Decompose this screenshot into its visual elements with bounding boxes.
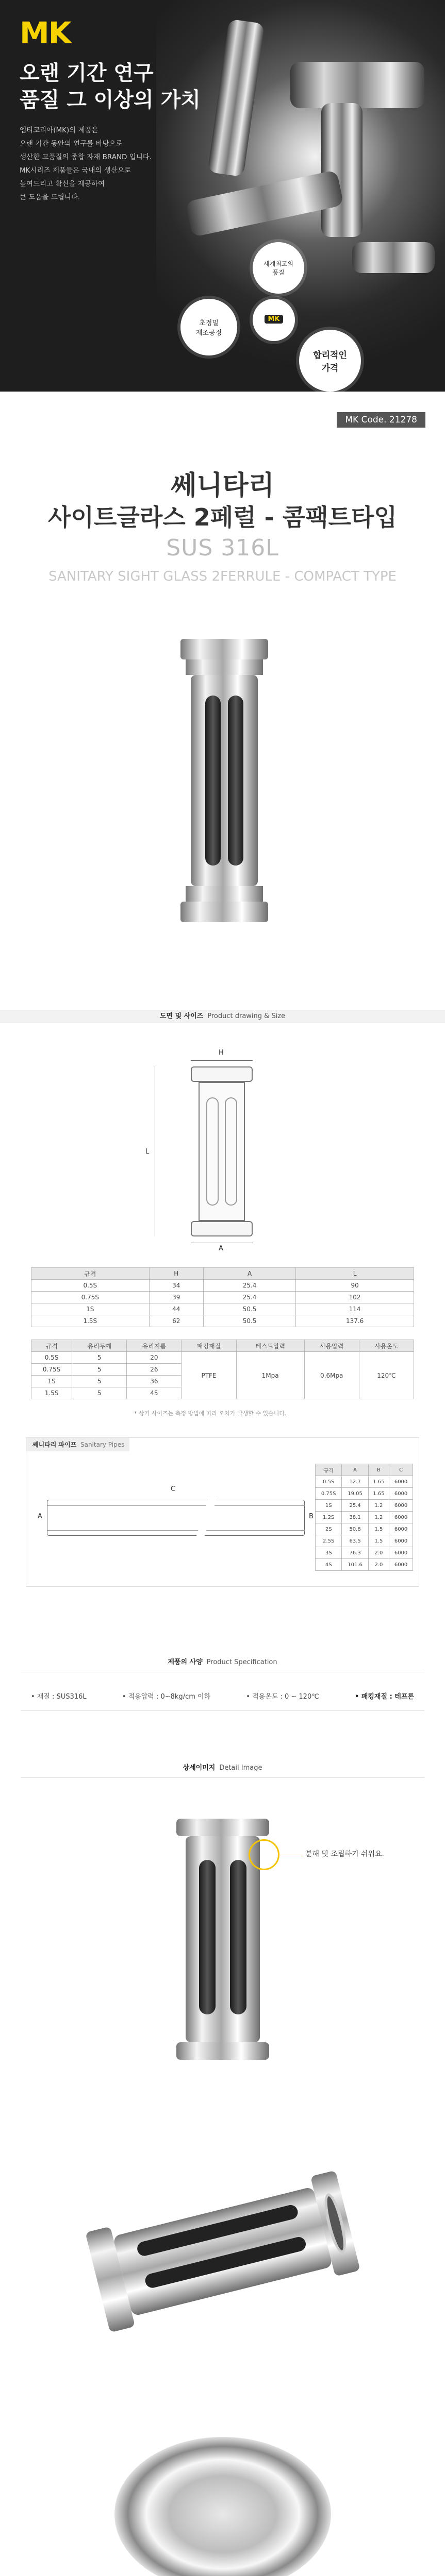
table-header: L bbox=[296, 1268, 414, 1280]
badge-price bbox=[299, 330, 361, 392]
table-cell: 25.4 bbox=[203, 1292, 295, 1303]
table-cell: 1.5 bbox=[368, 1535, 389, 1547]
table-cell: 90 bbox=[296, 1280, 414, 1292]
table-header: C bbox=[389, 1464, 413, 1476]
table-cell: 1S bbox=[31, 1303, 150, 1315]
detail-product-horizontal bbox=[85, 2170, 360, 2332]
section-title: 제품의 사양 bbox=[168, 1658, 203, 1666]
table-header: 규격 bbox=[31, 1340, 72, 1352]
section-header-drawing bbox=[0, 1010, 445, 1023]
table-cell: 0.5S bbox=[31, 1352, 72, 1364]
table-header: 규격 bbox=[31, 1268, 150, 1280]
badge-mk-logo: MK bbox=[265, 315, 283, 324]
section-subtitle: Product Specification bbox=[206, 1658, 277, 1666]
table-cell: 101.6 bbox=[342, 1559, 368, 1571]
table-cell: 1.65 bbox=[368, 1476, 389, 1488]
table-cell: 62 bbox=[149, 1315, 203, 1327]
table-cell: 6000 bbox=[389, 1476, 413, 1488]
detail-image-3 bbox=[6, 2406, 439, 2576]
table-cell: 50.5 bbox=[203, 1303, 295, 1315]
table-cell-temperature: 120℃ bbox=[359, 1352, 414, 1399]
product-title-line2: 사이트글라스 2페럴 - 콤팩트타입 bbox=[48, 503, 397, 531]
brand-logo: MK bbox=[20, 15, 71, 50]
hero-line: 큰 도움을 드립니다. bbox=[20, 193, 80, 201]
table-cell: 5 bbox=[72, 1376, 127, 1387]
table-row bbox=[31, 1303, 414, 1315]
table-row bbox=[316, 1547, 413, 1559]
table-cell: 38.1 bbox=[342, 1512, 368, 1523]
table-cell-packing: PTFE bbox=[182, 1352, 236, 1399]
table-header-row bbox=[31, 1268, 414, 1280]
technical-drawing bbox=[170, 1066, 273, 1236]
hero-line: 높여드리고 확신을 제공하여 bbox=[20, 180, 105, 188]
pipe-panel-header bbox=[26, 1438, 129, 1451]
table-cell: 34 bbox=[149, 1280, 203, 1292]
table-cell: 1S bbox=[31, 1376, 72, 1387]
table-cell-working-pressure: 0.6Mpa bbox=[304, 1352, 359, 1399]
section-subtitle: Product drawing & Size bbox=[207, 1012, 286, 1020]
section-subtitle: Detail Image bbox=[219, 1764, 262, 1772]
table-row bbox=[31, 1315, 414, 1327]
table-header: 사용온도 bbox=[359, 1340, 414, 1352]
table-row bbox=[316, 1523, 413, 1535]
table-cell: 0.75S bbox=[31, 1292, 150, 1303]
table-cell: 5 bbox=[72, 1352, 127, 1364]
table-cell: 26 bbox=[127, 1364, 182, 1376]
section-title: 도면 및 사이즈 bbox=[159, 1012, 204, 1020]
table-cell: 39 bbox=[149, 1292, 203, 1303]
product-title-en: SANITARY SIGHT GLASS 2FERRULE - COMPACT TYPE bbox=[48, 569, 397, 584]
spec-list bbox=[31, 1691, 414, 1701]
table-cell: 19.05 bbox=[342, 1488, 368, 1500]
table-cell: 3S bbox=[316, 1547, 342, 1559]
table-header: 패킹재질 bbox=[182, 1340, 236, 1352]
table-cell: 6000 bbox=[389, 1512, 413, 1523]
badge-price-line: 가격 bbox=[321, 363, 339, 374]
table-cell: 2.0 bbox=[368, 1547, 389, 1559]
table-cell: 36 bbox=[127, 1376, 182, 1387]
hero-headline-2: 품질 그 이상의 가치 bbox=[20, 88, 201, 112]
dim-label-h: H bbox=[219, 1049, 224, 1057]
table-header-row bbox=[31, 1340, 414, 1352]
table-header: H bbox=[149, 1268, 203, 1280]
pipe-dim-b: B bbox=[309, 1513, 314, 1520]
detail-image-1 bbox=[6, 1793, 439, 2081]
table-row bbox=[316, 1512, 413, 1523]
table-cell: 6000 bbox=[389, 1559, 413, 1571]
table-cell: 0.5S bbox=[31, 1280, 150, 1292]
table-cell: 6000 bbox=[389, 1535, 413, 1547]
spec-item: • 적용압력 : 0~8kg/cm 이하 bbox=[122, 1693, 211, 1701]
hero-line: 생산한 고품질의 종합 자재 BRAND 입니다. bbox=[20, 153, 152, 161]
table-cell: 76.3 bbox=[342, 1547, 368, 1559]
table-cell: 0.5S bbox=[316, 1476, 342, 1488]
pipe-drawing bbox=[47, 1500, 305, 1536]
mk-code-label: MK Code. 21278 bbox=[337, 412, 425, 428]
size-note: * 상기 사이즈는 측정 방법에 따라 오차가 발생할 수 있습니다. bbox=[134, 1410, 287, 1417]
table-row bbox=[316, 1500, 413, 1512]
table-cell: 114 bbox=[296, 1303, 414, 1315]
table-cell: 0.75S bbox=[316, 1488, 342, 1500]
spec-item: • 적용온도 : 0 ~ 120℃ bbox=[246, 1693, 319, 1701]
table-header: A bbox=[203, 1268, 295, 1280]
dim-label-l: L bbox=[145, 1148, 150, 1156]
glass-end-view bbox=[114, 2437, 331, 2576]
callout-text: 분해 및 조립하기 쉬워요. bbox=[305, 1850, 385, 1858]
table-cell: 6000 bbox=[389, 1488, 413, 1500]
table-header: 테스트압력 bbox=[236, 1340, 304, 1352]
table-cell: 1.2 bbox=[368, 1512, 389, 1523]
table-row bbox=[316, 1488, 413, 1500]
table-header: 규격 bbox=[316, 1464, 342, 1476]
table-cell: 44 bbox=[149, 1303, 203, 1315]
hero-line: 오랜 기간 동안의 연구를 바탕으로 bbox=[20, 140, 123, 148]
spec-item: • 재질 : SUS316L bbox=[31, 1693, 87, 1701]
section-header-detail bbox=[0, 1762, 445, 1775]
pipe-subtitle: Sanitary Pipes bbox=[80, 1441, 125, 1448]
dim-line-h bbox=[191, 1060, 253, 1061]
table-cell: 25.4 bbox=[203, 1280, 295, 1292]
table-row bbox=[316, 1559, 413, 1571]
dim-label-a: A bbox=[219, 1245, 223, 1252]
table-cell: 0.75S bbox=[31, 1364, 72, 1376]
table-cell: 63.5 bbox=[342, 1535, 368, 1547]
table-cell-test-pressure: 1Mpa bbox=[236, 1352, 304, 1399]
table-row bbox=[31, 1280, 414, 1292]
pipe-dim-a: A bbox=[38, 1513, 42, 1520]
table-cell: 50.8 bbox=[342, 1523, 368, 1535]
spec-item: • 패킹재질 : 테프론 bbox=[354, 1693, 414, 1701]
table-row bbox=[316, 1535, 413, 1547]
divider bbox=[21, 1710, 424, 1711]
table-cell: 12.7 bbox=[342, 1476, 368, 1488]
table-row bbox=[316, 1476, 413, 1488]
table-header: A bbox=[342, 1464, 368, 1476]
hero-headline-1: 오랜 기간 연구 bbox=[20, 61, 154, 85]
table-cell: 102 bbox=[296, 1292, 414, 1303]
callout-marker bbox=[249, 1839, 279, 1870]
hero-line: MK시리즈 제품들은 국내의 생산으로 bbox=[20, 166, 131, 175]
hero-line: 엠티코리아(MK)의 제품은 bbox=[20, 126, 98, 134]
badge-mk bbox=[253, 299, 295, 341]
table-cell: 25.4 bbox=[342, 1500, 368, 1512]
table-header: B bbox=[368, 1464, 389, 1476]
pipe-dim-c: C bbox=[171, 1485, 176, 1493]
table-cell: 4S bbox=[316, 1559, 342, 1571]
table-header: 사용압력 bbox=[304, 1340, 359, 1352]
table-cell: 6000 bbox=[389, 1500, 413, 1512]
table-cell: 1S bbox=[316, 1500, 342, 1512]
size-table bbox=[31, 1267, 414, 1327]
table-cell: 1.65 bbox=[368, 1488, 389, 1500]
pipe-panel bbox=[26, 1437, 419, 1587]
table-cell: 2.0 bbox=[368, 1559, 389, 1571]
hero-banner bbox=[0, 0, 445, 392]
table-header: 유리지름 bbox=[127, 1340, 182, 1352]
product-material: SUS 316L bbox=[166, 535, 279, 561]
pipe-title: 쎄니타리 파이프 bbox=[32, 1441, 77, 1448]
table-cell: 6000 bbox=[389, 1523, 413, 1535]
product-title-line1: 쎄니타리 bbox=[171, 470, 274, 501]
table-cell: 1.2S bbox=[316, 1512, 342, 1523]
product-main-photo bbox=[180, 639, 268, 927]
table-cell: 2.5S bbox=[316, 1535, 342, 1547]
badge-factory: 초정밀 제조공정 bbox=[180, 299, 237, 355]
table-row bbox=[31, 1352, 414, 1364]
pipe-table bbox=[315, 1464, 413, 1571]
table-cell: 2S bbox=[316, 1523, 342, 1535]
badge-price-line: 합리적인 bbox=[313, 350, 347, 361]
table-cell: 1.5S bbox=[31, 1387, 72, 1399]
table-cell: 1.2 bbox=[368, 1500, 389, 1512]
badge-quality: 세계최고의 품질 bbox=[253, 242, 304, 294]
detail-image-2 bbox=[6, 2143, 439, 2360]
section-title: 상세이미지 bbox=[183, 1764, 216, 1772]
table-cell: 137.6 bbox=[296, 1315, 414, 1327]
table-cell: 1.5 bbox=[368, 1523, 389, 1535]
table-header: 유리두께 bbox=[72, 1340, 127, 1352]
table-cell: 6000 bbox=[389, 1547, 413, 1559]
table-cell: 20 bbox=[127, 1352, 182, 1364]
section-header-spec bbox=[0, 1656, 445, 1670]
table-cell: 45 bbox=[127, 1387, 182, 1399]
divider bbox=[21, 1777, 424, 1778]
table-row bbox=[31, 1292, 414, 1303]
table-cell: 5 bbox=[72, 1364, 127, 1376]
hero-paragraph bbox=[20, 124, 185, 204]
table-cell: 50.5 bbox=[203, 1315, 295, 1327]
spec-table bbox=[31, 1340, 414, 1399]
table-cell: 1.5S bbox=[31, 1315, 150, 1327]
table-cell: 5 bbox=[72, 1387, 127, 1399]
